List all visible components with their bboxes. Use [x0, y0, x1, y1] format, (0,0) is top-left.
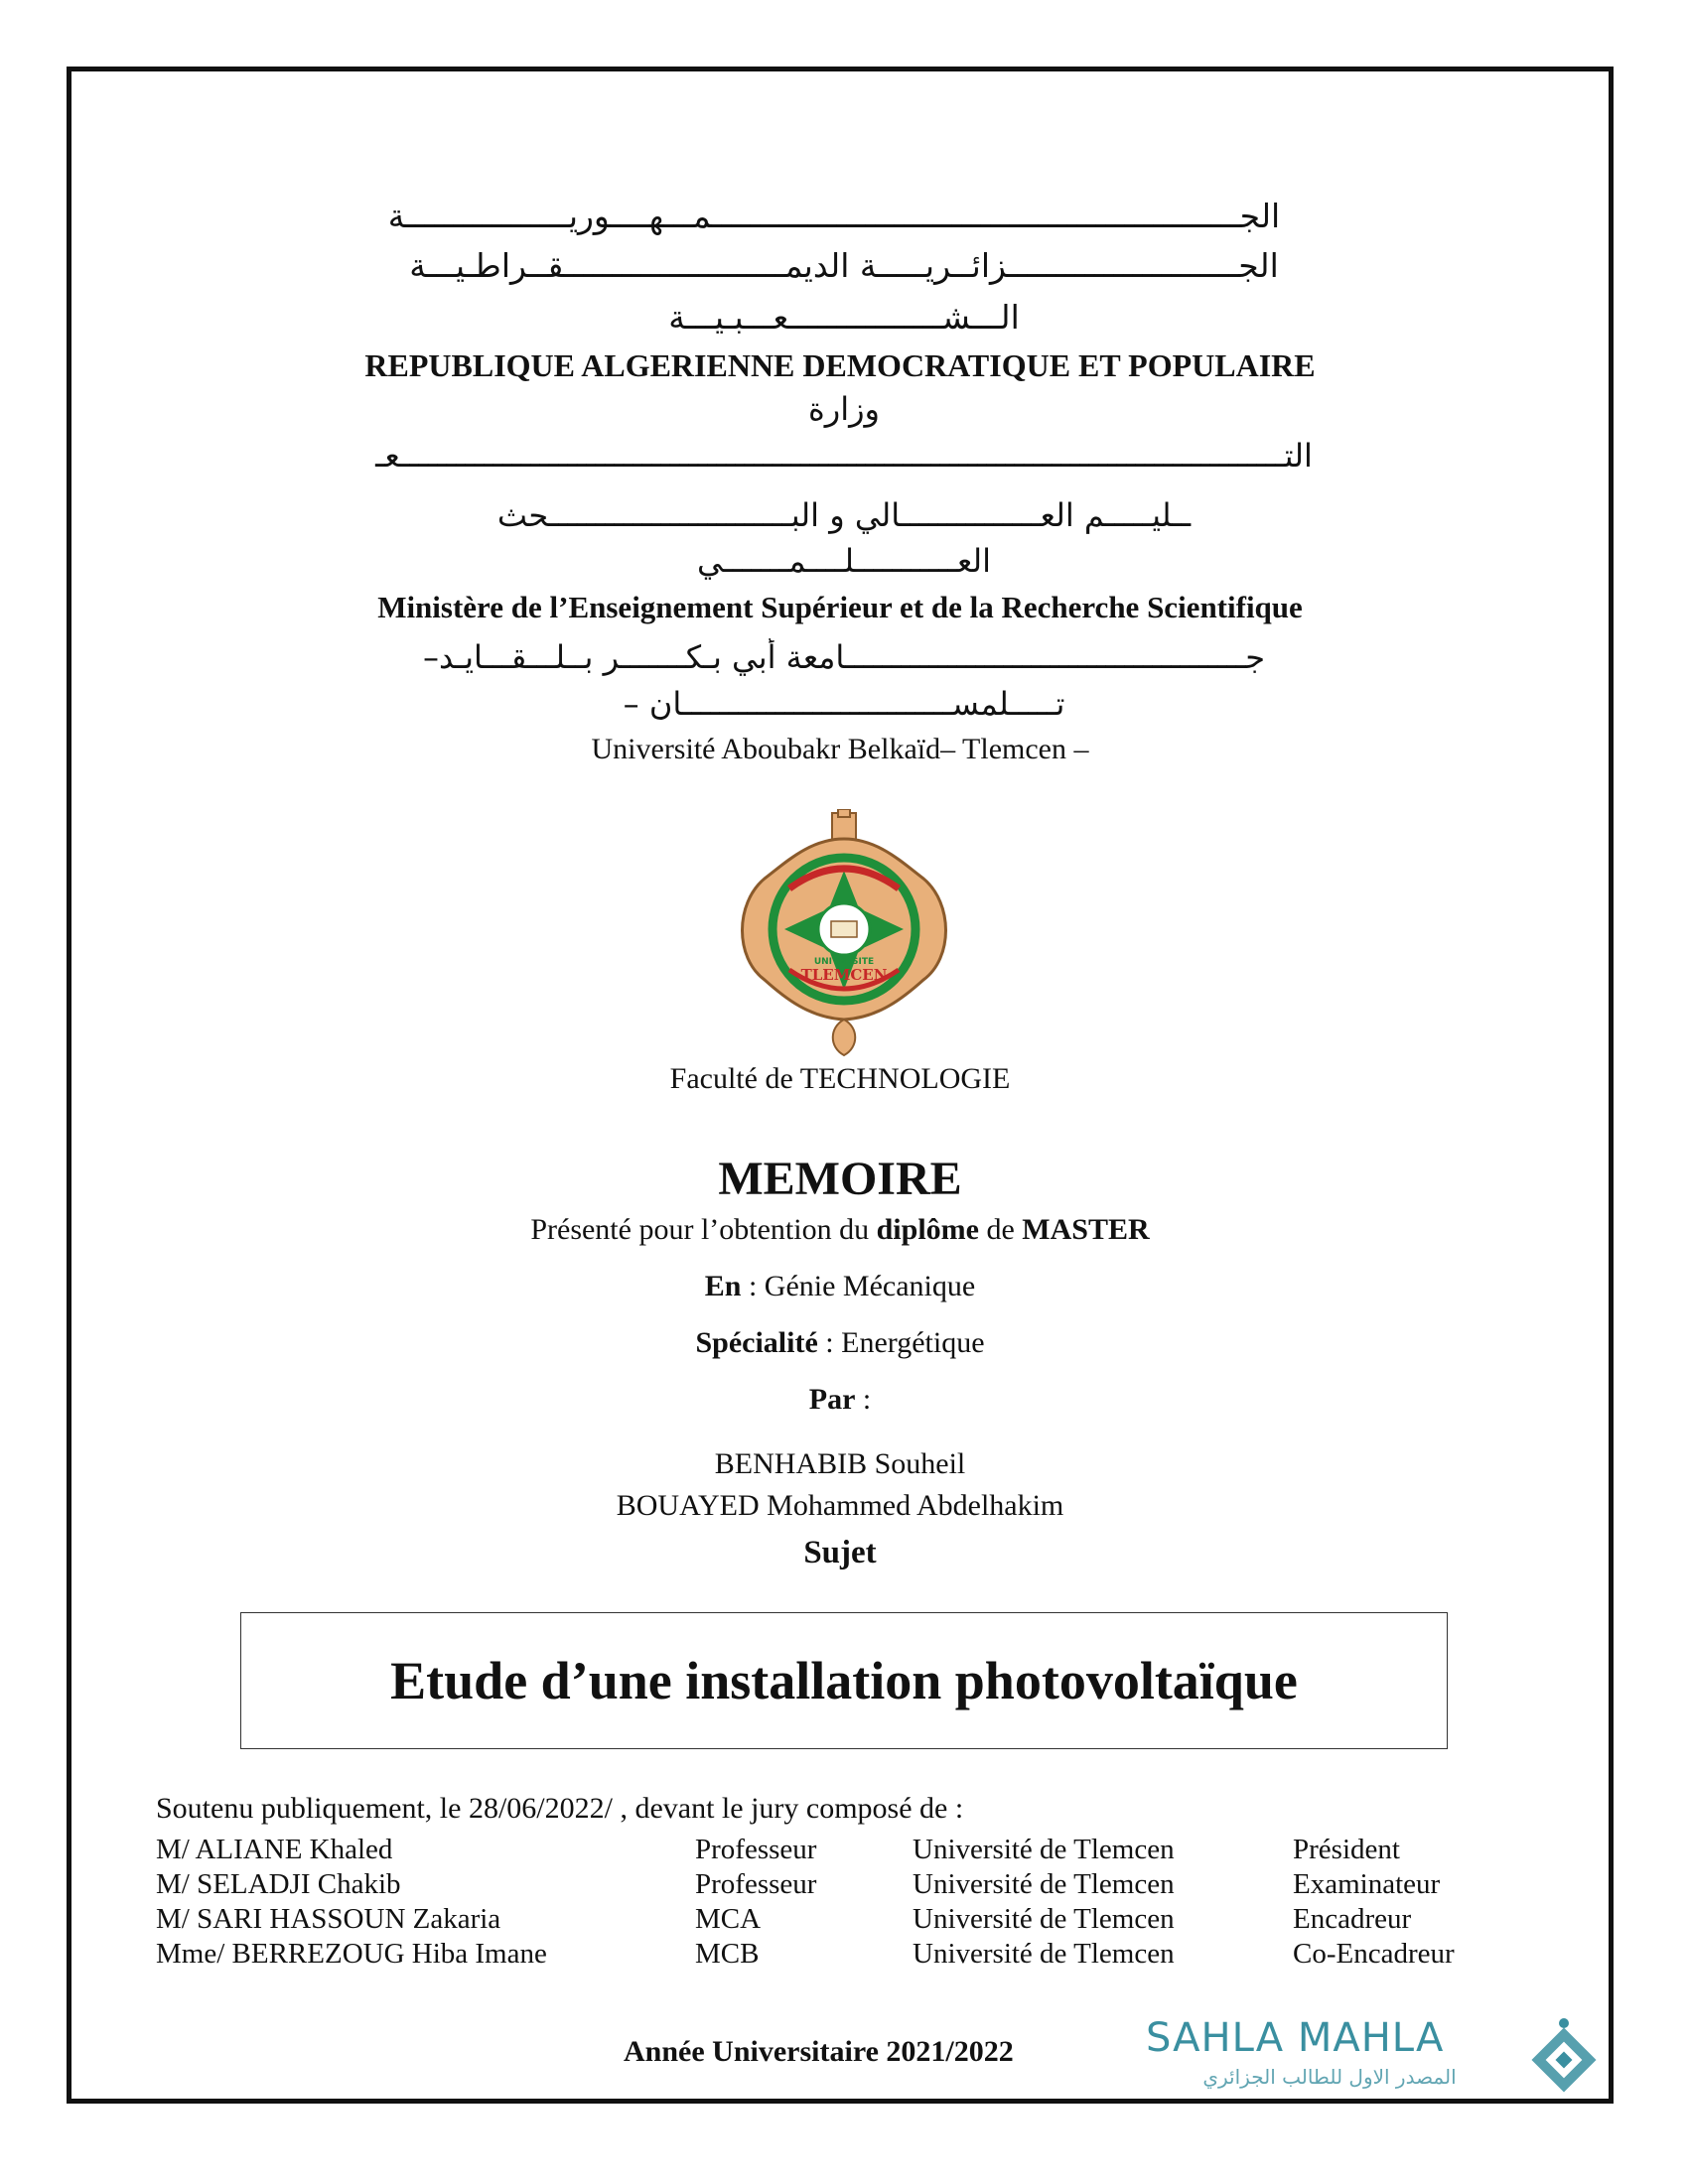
speciality-line: [67, 1326, 1614, 1360]
degree-label: MASTER: [1022, 1213, 1150, 1246]
diploma-label: diplôme: [876, 1213, 979, 1246]
seal-text-top: UNIVERSITE: [813, 957, 875, 967]
seal-text-bottom: TLEMCEN: [800, 966, 888, 984]
ministry-arabic-2: التـــــــــــــــــــــــــــــــــــــــــــــــــــــــــــــــــــــــــــــــــــــــــــــــعـ: [375, 437, 1313, 475]
jury-institution: Université de Tlemcen: [913, 1938, 1175, 1970]
subject-box: [240, 1612, 1448, 1749]
university-seal: [730, 809, 958, 1057]
by-suffix: :: [855, 1383, 872, 1416]
subject-label: Sujet: [803, 1535, 877, 1570]
faculty-name: Faculté de TECHNOLOGIE: [669, 1062, 1011, 1095]
ministry-title: Ministère de l’Enseignement Supérieur et de la Recherche Scientifique: [377, 590, 1303, 624]
speciality-label: Spécialité: [695, 1326, 818, 1359]
field-label: En: [704, 1270, 742, 1302]
jury-name: M/ ALIANE Khaled: [156, 1834, 393, 1865]
jury-grade: Professeur: [695, 1834, 817, 1865]
jury-grade: MCA: [695, 1903, 762, 1935]
jury-role: Président: [1293, 1834, 1400, 1865]
jury-row: [156, 1868, 1441, 1903]
ministry-arabic-1: وزارة: [807, 390, 880, 428]
jury-role: Examinateur: [1293, 1868, 1441, 1900]
author-1: BENHABIB Souheil: [714, 1447, 966, 1480]
sahla-mahla-emblem-icon: [1519, 2015, 1609, 2105]
jury-row: [156, 1938, 1455, 1973]
watermark-brand: SAHLA MAHLA: [1146, 2015, 1445, 2061]
author-2: BOUAYED Mohammed Abdelhakim: [616, 1489, 1064, 1522]
jury-section: [156, 1792, 1455, 1973]
diploma-line: [67, 1213, 1614, 1247]
jury-institution: Université de Tlemcen: [913, 1903, 1175, 1935]
jury-grade: Professeur: [695, 1868, 817, 1900]
university-arabic-1: جـــــــــــــــــــــــــــــــــــــــــــامعة أبي بـكـــــــر بــلـــقـــايـد–: [422, 638, 1266, 676]
watermark-tagline: المصدر الاول للطالب الجزائري: [1202, 2065, 1457, 2089]
jury-name: M/ SELADJI Chakib: [156, 1868, 401, 1900]
academic-year: Année Universitaire 2021/2022: [624, 2035, 1014, 2068]
university-name: Université Aboubakr Belkaïd– Tlemcen –: [591, 733, 1089, 765]
jury-institution: Université de Tlemcen: [913, 1868, 1175, 1900]
field-line: [67, 1270, 1614, 1303]
speciality-value: : Energétique: [817, 1326, 985, 1359]
diploma-mid: de: [978, 1213, 1023, 1246]
sahla-mahla-logo: [1142, 2015, 1609, 2105]
republic-title: REPUBLIQUE ALGERIENNE DEMOCRATIQUE ET POPULAIRE: [364, 347, 1316, 383]
jury-institution: Université de Tlemcen: [913, 1834, 1175, 1865]
memoire-title: MEMOIRE: [718, 1153, 962, 1205]
seal-tail: [833, 1020, 856, 1055]
header-arabic-line3: الـــشــــــــــــــــعـــبـيـــة: [668, 298, 1020, 337]
header-arabic-line2: الجــــــــــــــــــــــــزائــريـــــة الديمـــــــــــــــــــــــقــراطـيـــة: [409, 246, 1279, 285]
jury-role: Encadreur: [1293, 1903, 1412, 1935]
ministry-arabic-3: ــليـــــم العـــــــــــــــالي و البــــــــــــــــــــــــــحث: [496, 496, 1192, 534]
ministry-arabic-4: العـــــــــــلــــمـــــــي: [696, 542, 992, 580]
jury-role: Co-Encadreur: [1293, 1938, 1455, 1970]
diploma-prefix: Présenté pour l’obtention du: [530, 1213, 877, 1246]
jury-name: M/ SARI HASSOUN Zakaria: [156, 1903, 501, 1935]
field-value: : Génie Mécanique: [741, 1270, 976, 1302]
jury-name: Mme/ BERREZOUG Hiba Imane: [156, 1938, 547, 1970]
jury-row: [156, 1903, 1412, 1938]
header-arabic-line1: الجـــــــــــــــــــــــــــــــــــــــــــــــــــــــمـــهــــوريـــــــــــــــــة: [387, 197, 1281, 235]
university-arabic-2: تـــــلمســـــــــــــــــــــــــــــان –: [623, 685, 1065, 723]
by-line: [67, 1383, 1614, 1417]
subject-title: Etude d’une installation photovoltaïque: [390, 1651, 1298, 1710]
jury-grade: MCB: [695, 1938, 760, 1970]
jury-intro: Soutenu publiquement, le 28/06/2022/ , devant le jury composé de :: [156, 1792, 964, 1825]
jury-row: [156, 1834, 1400, 1868]
book-icon: [831, 921, 857, 937]
by-label: Par: [808, 1383, 856, 1416]
